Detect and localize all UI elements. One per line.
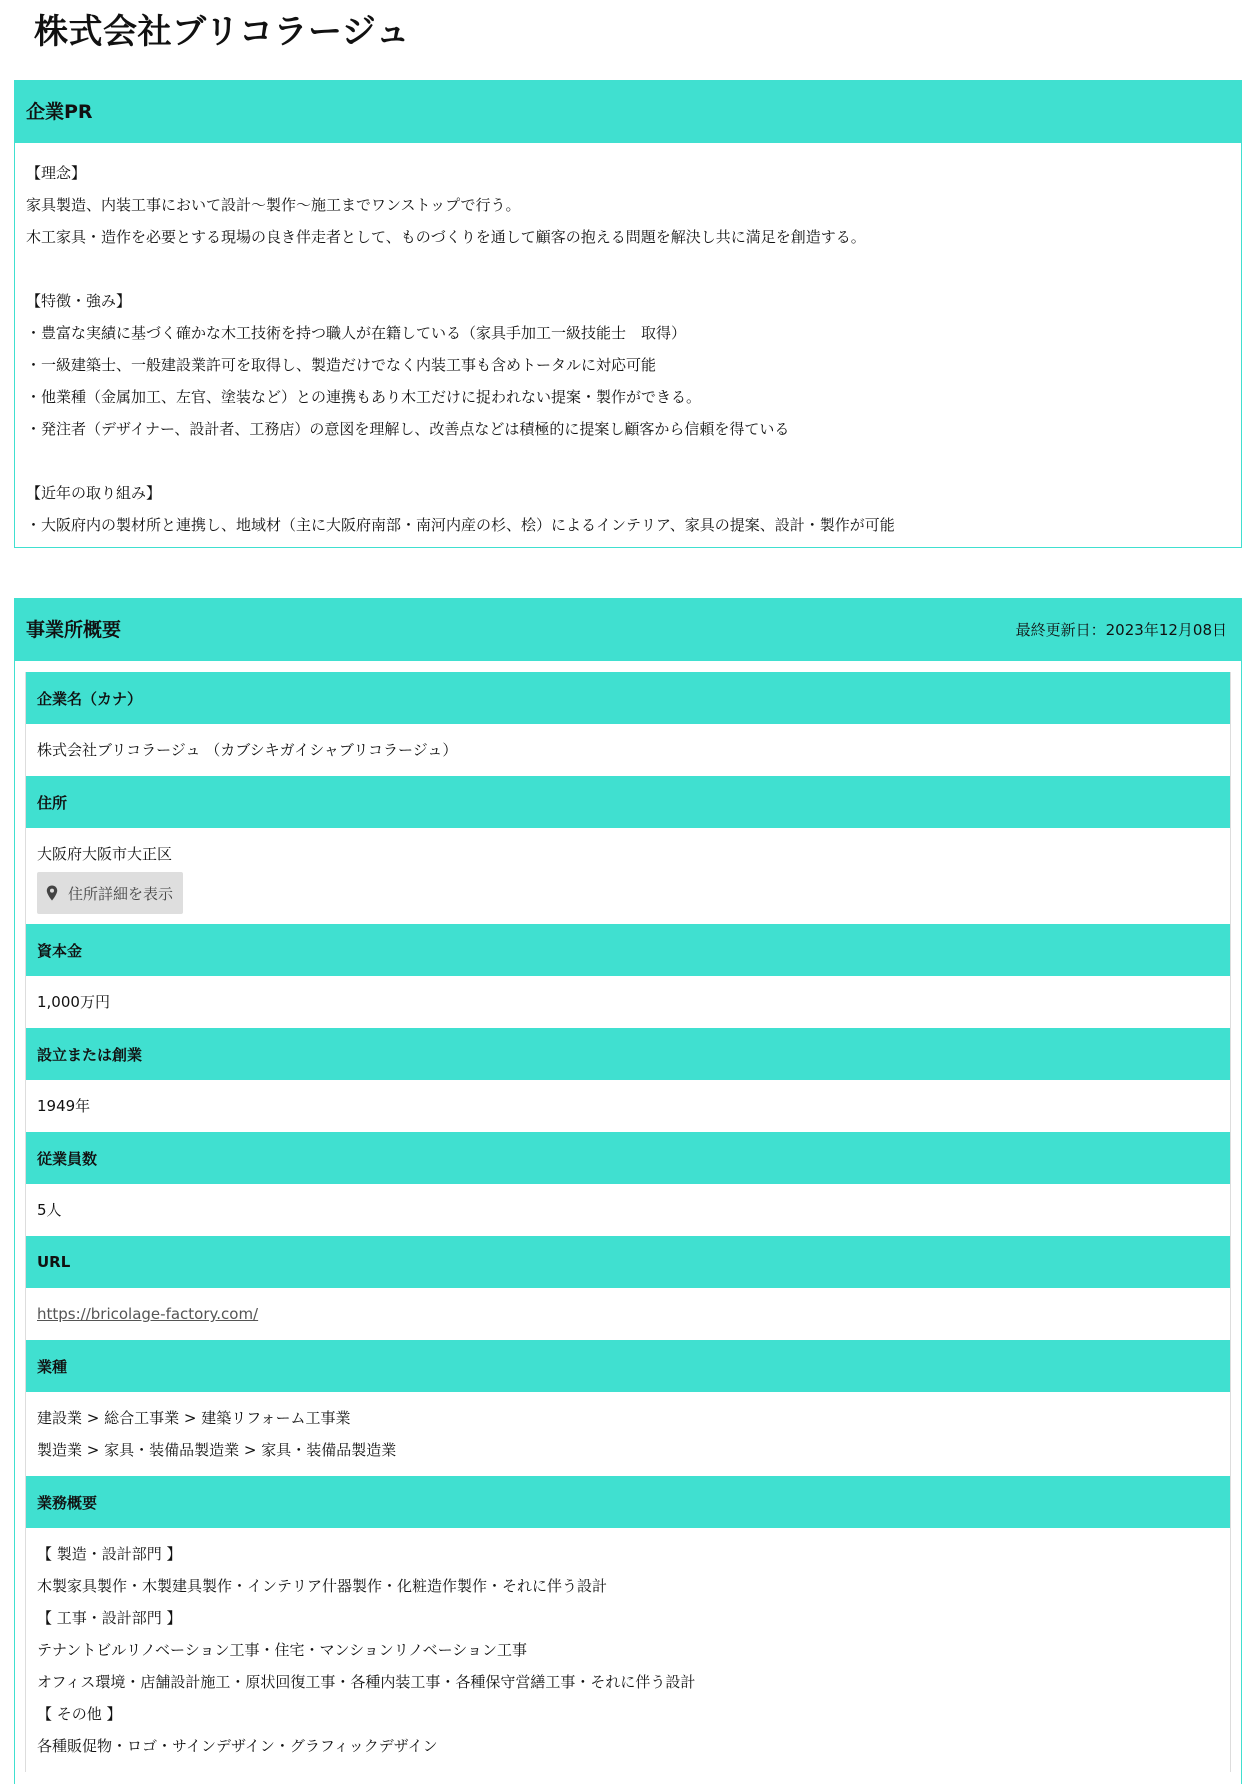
show-address-detail-button[interactable]	[37, 872, 183, 914]
field-value-capital	[26, 976, 1230, 1028]
office-overview-body	[15, 661, 1241, 1772]
field-label-industry: 業種	[26, 1340, 1230, 1392]
last-updated-date: 最終更新日：2023年12月08日	[1015, 621, 1227, 639]
field-label-url: URL	[26, 1236, 1230, 1288]
business-summary-line: オフィス環境・店舗設計施工・原状回復工事・各種内装工事・各種保守営繕工事・それに伴う設計	[37, 1673, 696, 1691]
pr-line-blank	[26, 253, 1230, 285]
field-label-capital: 資本金	[26, 924, 1230, 976]
pr-line: ・他業種（金属加工、左官、塗装など）との連携もあり木工だけに捉われない提案・製作ができる。	[26, 388, 702, 406]
office-overview-title: 事業所概要	[26, 619, 122, 641]
field-value-address	[26, 828, 1230, 924]
pr-line: 【理念】	[26, 164, 87, 182]
founded-value: 1949年	[37, 1097, 91, 1115]
field-label-business-summary: 業務概要	[26, 1476, 1230, 1528]
pr-line: ・発注者（デザイナー、設計者、工務店）の意図を理解し、改善点などは積極的に提案し顧客から信頼を得ている	[26, 420, 790, 438]
show-address-detail-label: 住所詳細を表示	[68, 884, 174, 903]
company-pr-section	[14, 80, 1242, 548]
company-kana-value: 株式会社ブリコラージュ （カブシキガイシャブリコラージュ）	[37, 741, 458, 759]
pr-line: ・大阪府内の製材所と連携し、地域材（主に大阪府南部・南河内産の杉、桧）によるインテリア、家具の提案、設計・製作が可能	[26, 516, 895, 534]
company-website-link[interactable]: https://bricolage-factory.com/	[37, 1305, 259, 1323]
business-summary-line: 【 工事・設計部門 】	[37, 1609, 182, 1627]
business-summary-line: 【 その他 】	[37, 1705, 122, 1723]
overview-field-table	[25, 672, 1231, 1772]
field-value-url	[26, 1288, 1230, 1340]
pr-line: 家具製造、内装工事において設計～製作～施工までワンストップで行う。	[26, 196, 521, 214]
map-pin-icon	[46, 885, 58, 901]
field-value-founded	[26, 1080, 1230, 1132]
pr-line: 【特徴・強み】	[26, 292, 132, 310]
address-value: 大阪府大阪市大正区	[37, 845, 173, 863]
office-overview-section	[14, 598, 1242, 1784]
industry-line: 建設業 > 総合工事業 > 建築リフォーム工事業	[37, 1409, 351, 1427]
field-label-company-kana: 企業名（カナ）	[26, 672, 1230, 724]
company-pr-body	[15, 143, 1241, 541]
field-label-address: 住所	[26, 776, 1230, 828]
field-label-founded: 設立または創業	[26, 1028, 1230, 1080]
office-overview-header	[15, 599, 1241, 661]
pr-line: 【近年の取り組み】	[26, 484, 162, 502]
capital-value: 1,000万円	[37, 993, 110, 1011]
business-summary-line: 【 製造・設計部門 】	[37, 1545, 182, 1563]
employees-value: 5人	[37, 1201, 62, 1219]
pr-line-blank	[26, 445, 1230, 477]
pr-line: 木工家具・造作を必要とする現場の良き伴走者として、ものづくりを通して顧客の抱える問題を解決し共に満足を創造する。	[26, 228, 866, 246]
industry-line: 製造業 > 家具・装備品製造業 > 家具・装備品製造業	[37, 1441, 397, 1459]
business-summary-line: 各種販促物・ロゴ・サインデザイン・グラフィックデザイン	[37, 1737, 438, 1755]
pr-line: ・一級建築士、一般建設業許可を取得し、製造だけでなく内装工事も含めトータルに対応可能	[26, 356, 657, 374]
field-label-employees: 従業員数	[26, 1132, 1230, 1184]
company-pr-header	[15, 81, 1241, 143]
field-value-employees	[26, 1184, 1230, 1236]
business-summary-line: 木製家具製作・木製建具製作・インテリア什器製作・化粧造作製作・それに伴う設計	[37, 1577, 608, 1595]
company-pr-title: 企業PR	[26, 101, 93, 123]
business-summary-line: テナントビルリノベーション工事・住宅・マンションリノベーション工事	[37, 1641, 527, 1659]
field-value-business-summary	[26, 1528, 1230, 1772]
field-value-company-kana	[26, 724, 1230, 776]
company-title: 株式会社ブリコラージュ	[34, 12, 411, 52]
field-value-industry	[26, 1392, 1230, 1476]
pr-line: ・豊富な実績に基づく確かな木工技術を持つ職人が在籍している（家具手加工一級技能士 取得）	[26, 324, 687, 342]
